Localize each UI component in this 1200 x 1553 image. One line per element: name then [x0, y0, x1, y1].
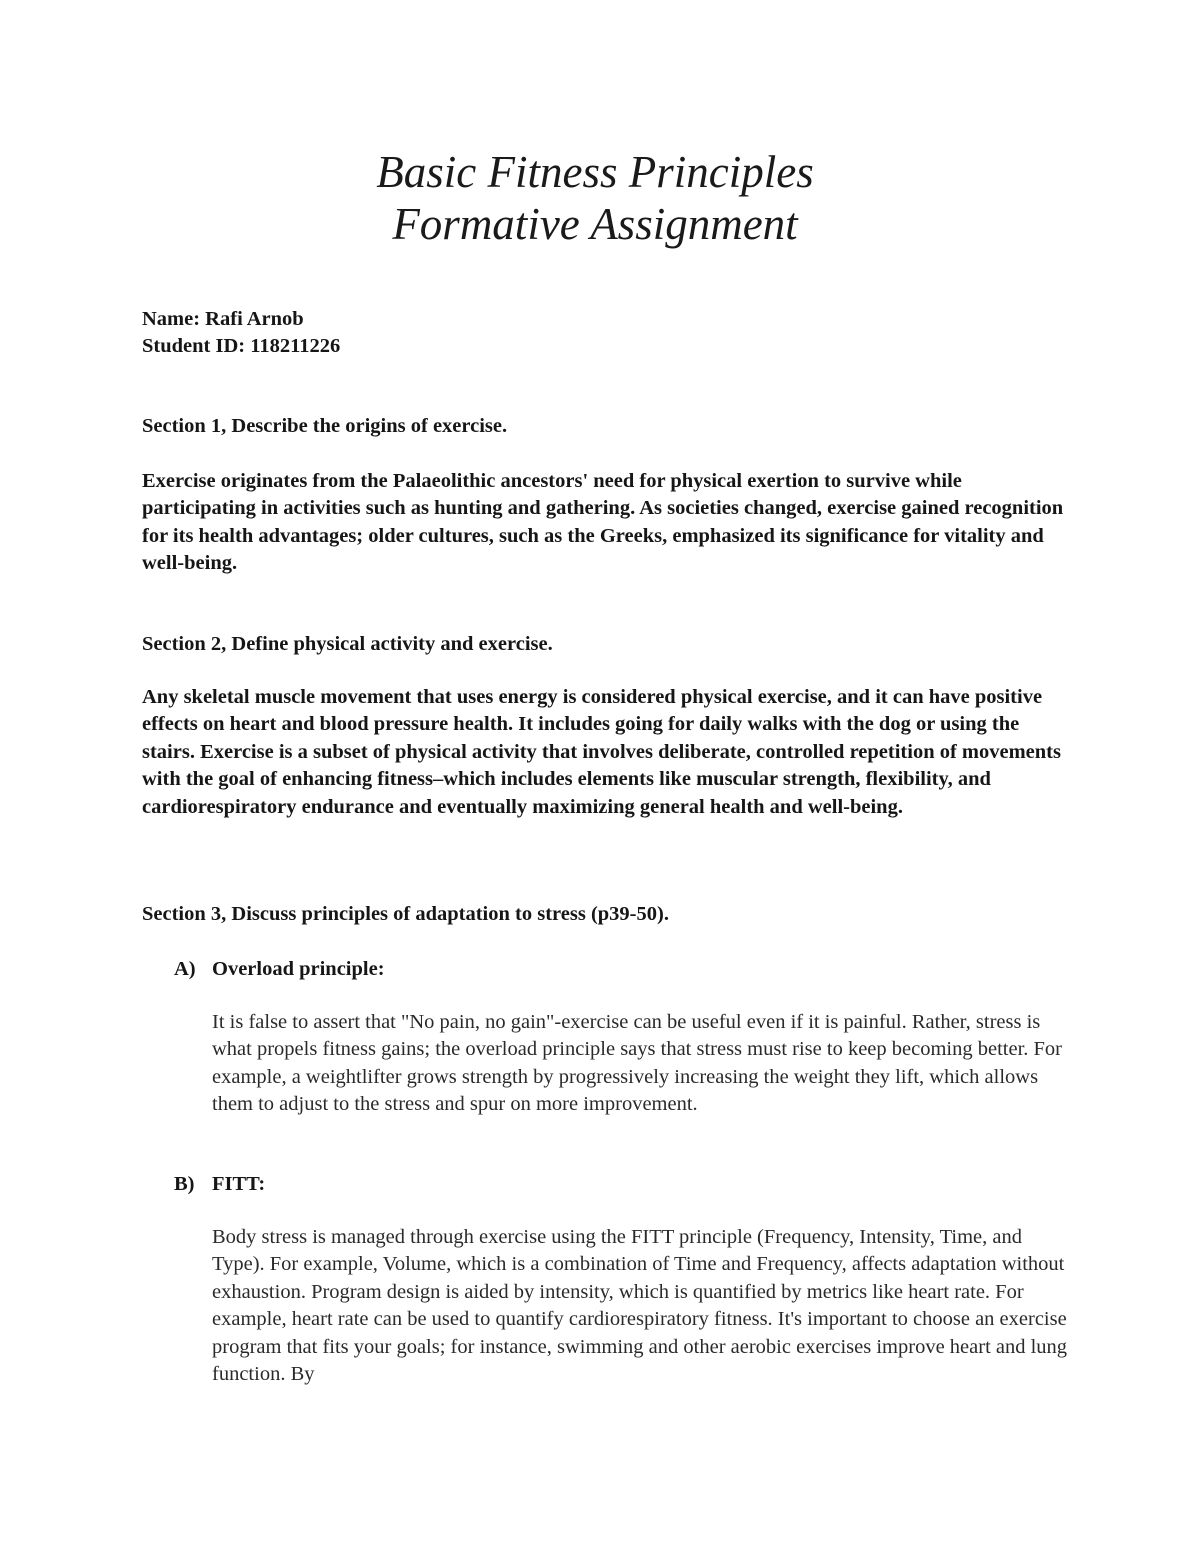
document-title — [0, 146, 1190, 250]
item-a-heading — [174, 956, 385, 983]
student-name: Name: Rafi Arnob — [142, 308, 304, 330]
section-2-body: Any skeletal muscle movement that uses energy is considered physical exercise, and it can have positive effects on heart and blood pressure health. It includes going for daily walks with the dog or using the stairs. Exercise is a subset of physical activity that involves deliberate, controlled repetition of movements with the goal of enhancing fitness–which includes elements like muscular strength, flexibility, and cardiorespiratory endurance and eventually maximizing general health and well-being. — [142, 686, 1061, 818]
section-1-heading: Section 1, Describe the origins of exercise. — [142, 415, 508, 437]
title-line-2: Formative Assignment — [392, 199, 798, 249]
item-b-letter: B) — [174, 1173, 195, 1195]
item-b-body: Body stress is managed through exercise using the FITT principle (Frequency, Intensity, Time, and Type). For example, Volume, which is a combination of Time and Frequency, affects adaptation without exhaustion. Program design is aided by intensity, which is quantified by metrics like heart rate. For example, heart rate can be used to quantify cardiorespiratory fitness. It's important to choose an exercise program that fits your goals; for instance, swimming and other aerobic exercises improve heart and lung function. By — [212, 1226, 1068, 1386]
student-info — [142, 306, 1067, 361]
item-a-label: Overload principle: — [212, 958, 385, 980]
item-a-body: It is false to assert that "No pain, no gain"-exercise can be useful even if it is painful. Rather, stress is what propels fitness gains; the overload principle says that stress must rise to keep becoming better. For example, a weightlifter grows strength by progressively increasing the weight they lift, which allows them to adjust to the stress and spur on more improvement. — [212, 1011, 1062, 1116]
student-id: Student ID: 118211226 — [142, 335, 341, 358]
item-b-heading — [174, 1171, 265, 1198]
title-line-1: Basic Fitness Principles — [376, 147, 814, 197]
section-3-heading: Section 3, Discuss principles of adaptation to stress (p39-50). — [142, 903, 669, 925]
section-1-body: Exercise originates from the Palaeolithic ancestors' need for physical exertion to survive while participating in activities such as hunting and gathering. As societies changed, exercise gained recognition for its health advantages; older cultures, such as the Greeks, emphasized its significance for vitality and well-being. — [142, 470, 1064, 575]
section-2-heading: Section 2, Define physical activity and exercise. — [142, 633, 553, 655]
item-b-label: FITT: — [212, 1173, 266, 1195]
item-a-letter: A) — [174, 958, 196, 980]
